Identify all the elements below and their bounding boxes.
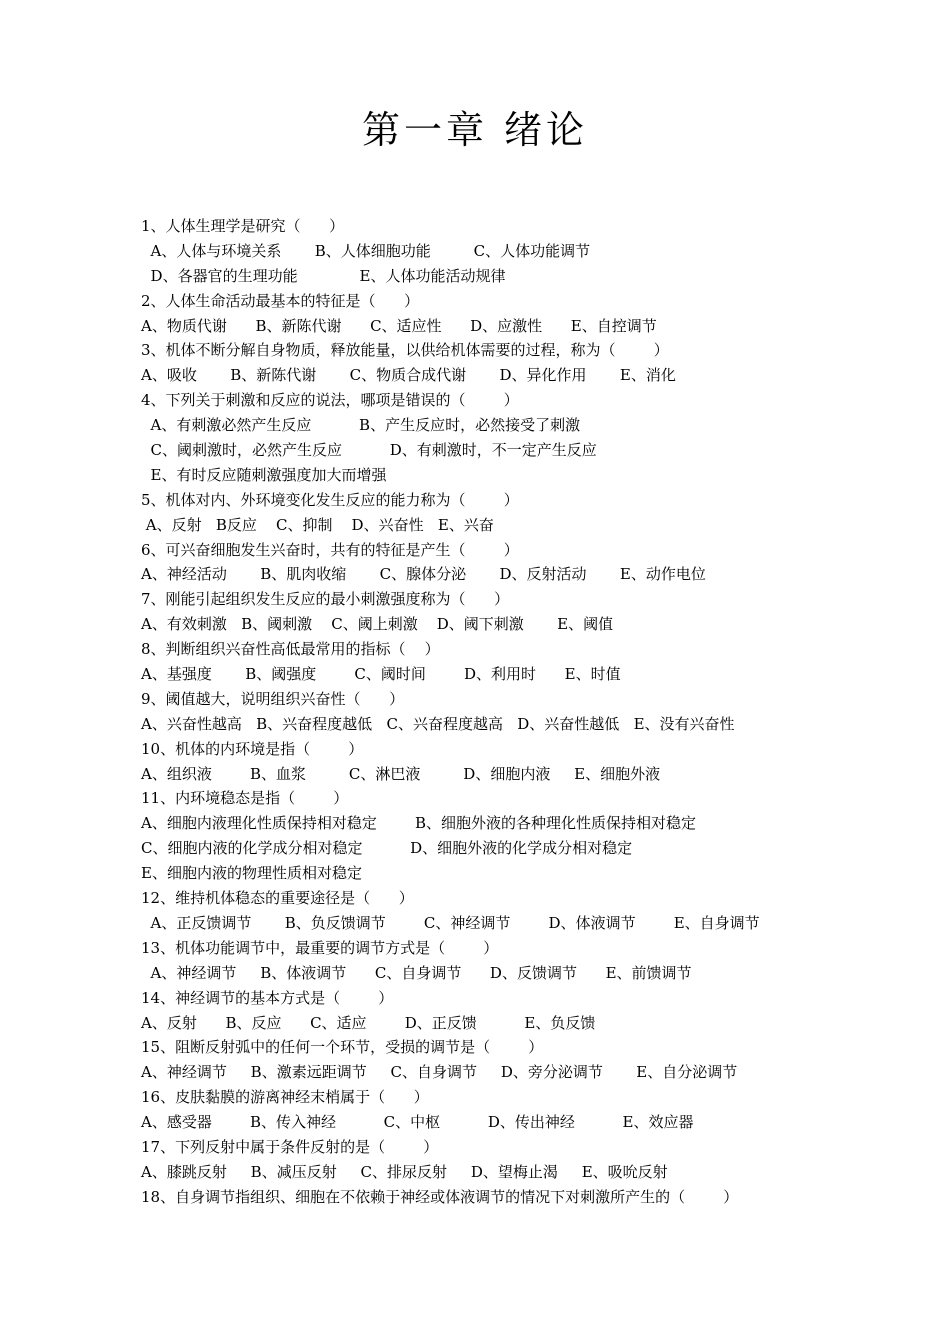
question-line: 12、维持机体稳态的重要途径是（ ） — [141, 889, 414, 908]
question-list — [141, 214, 931, 1210]
question-line: A、有刺激必然产生反应 B、产生反应时，必然接受了刺激 — [141, 416, 581, 435]
question-line: A、神经调节 B、体液调节 C、自身调节 D、反馈调节 E、前馈调节 — [141, 963, 692, 982]
question-line: A、细胞内液理化性质保持相对稳定 B、细胞外液的各种理化性质保持相对稳定 — [141, 814, 697, 833]
question-line: 2、人体生命活动最基本的特征是（ ） — [141, 291, 420, 310]
question-line: A、吸收 B、新陈代谢 C、物质合成代谢 D、异化作用 E、消化 — [141, 366, 676, 385]
question-line: 18、自身调节指组织、细胞在不依赖于神经或体液调节的情况下对刺激所产生的（ ） — [141, 1187, 739, 1206]
question-line: 14、神经调节的基本方式是（ ） — [141, 988, 394, 1007]
question-line: A、有效刺激 B、阈刺激 C、阈上刺激 D、阈下刺激 E、阈值 — [141, 615, 614, 634]
question-line: D、各器官的生理功能 E、人体功能活动规律 — [141, 266, 506, 285]
question-line: 10、机体的内环境是指（ ） — [141, 739, 364, 758]
question-line: A、感受器 B、传入神经 C、中枢 D、传出神经 E、效应器 — [141, 1113, 694, 1132]
question-line: 3、机体不断分解自身物质，释放能量，以供给机体需要的过程，称为（ ） — [141, 341, 669, 360]
question-line: A、兴奋性越高 B、兴奋程度越低 C、兴奋程度越高 D、兴奋性越低 E、没有兴奋性 — [141, 714, 735, 733]
question-line: A、人体与环境关系 B、人体细胞功能 C、人体功能调节 — [141, 241, 591, 260]
question-line: 1、人体生理学是研究（ ） — [141, 217, 345, 235]
question-line: 6、可兴奋细胞发生兴奋时，共有的特征是产生（ ） — [141, 540, 519, 559]
question-line: 8、判断组织兴奋性高低最常用的指标（ ） — [141, 640, 440, 659]
question-line: 4、下列关于刺激和反应的说法，哪项是错误的（ ） — [141, 391, 519, 410]
question-line: 13、机体功能调节中，最重要的调节方式是（ ） — [141, 938, 499, 957]
question-line: 11、内环境稳态是指（ ） — [141, 789, 349, 808]
chapter-title: 第一章 绪论 — [361, 108, 589, 152]
question-line: A、神经调节 B、激素远距调节 C、自身调节 D、旁分泌调节 E、自分泌调节 — [141, 1063, 738, 1082]
question-line: A、神经活动 B、肌肉收缩 C、腺体分泌 D、反射活动 E、动作电位 — [141, 565, 706, 584]
question-line: A、反射 B反应 C、抑制 D、兴奋性 E、兴奋 — [141, 515, 494, 534]
question-line: 17、下列反射中属于条件反射的是（ ） — [141, 1137, 439, 1156]
question-line: 15、阻断反射弧中的任何一个环节，受损的调节是（ ） — [141, 1038, 544, 1057]
question-line: A、膝跳反射 B、减压反射 C、排尿反射 D、望梅止渴 E、吸吮反射 — [141, 1162, 668, 1181]
question-line: 16、皮肤黏膜的游离神经末梢属于（ ） — [141, 1088, 429, 1107]
question-line: A、组织液 B、血浆 C、淋巴液 D、细胞内液 E、细胞外液 — [141, 764, 661, 783]
question-line: A、正反馈调节 B、负反馈调节 C、神经调节 D、体液调节 E、自身调节 — [141, 913, 760, 932]
question-line: A、反射 B、反应 C、适应 D、正反馈 E、负反馈 — [141, 1013, 596, 1032]
question-line: 7、刚能引起组织发生反应的最小刺激强度称为（ ） — [141, 590, 510, 609]
question-line: E、有时反应随刺激强度加大而增强 — [141, 465, 387, 484]
question-line: 5、机体对内、外环境变化发生反应的能力称为（ ） — [141, 490, 519, 509]
question-line: C、阈刺激时，必然产生反应 D、有刺激时，不一定产生反应 — [141, 441, 597, 460]
question-line: A、基强度 B、阈强度 C、阈时间 D、利用时 E、时值 — [141, 665, 621, 684]
question-line: C、细胞内液的化学成分相对稳定 D、细胞外液的化学成分相对稳定 — [141, 839, 633, 858]
question-line: 9、阈值越大，说明组织兴奋性（ ） — [141, 689, 405, 708]
question-line: E、细胞内液的物理性质相对稳定 — [141, 864, 362, 883]
question-line: A、物质代谢 B、新陈代谢 C、适应性 D、应激性 E、自控调节 — [141, 316, 657, 335]
